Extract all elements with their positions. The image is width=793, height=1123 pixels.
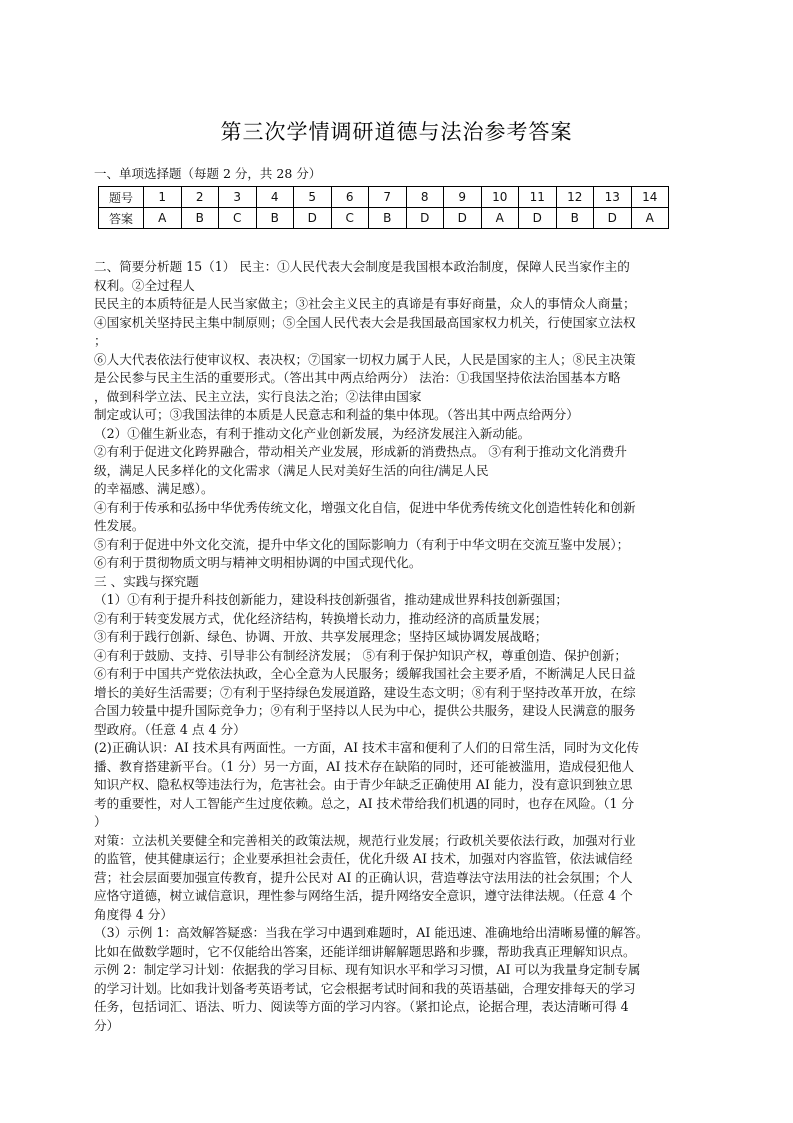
question-number-cell: 2 bbox=[181, 187, 219, 208]
text-line: 考的重要性，对人工智能产生过度依赖。总之，AI 技术带给我们机遇的同时，也存在风险。（1 分 bbox=[94, 795, 635, 811]
answer-cell: D bbox=[406, 208, 444, 229]
answer-table bbox=[98, 186, 669, 229]
row-label-number: 题号 bbox=[99, 187, 144, 208]
text-line: 民民主的本质特征是人民当家做主；③社会主义民主的真谛是有事好商量，众人的事情众人商量； bbox=[94, 296, 636, 311]
section-1-heading: 一、单项选择题（每题 2 分，共 28 分） bbox=[94, 166, 322, 181]
question-number-cell: 8 bbox=[406, 187, 444, 208]
text-line: 分） bbox=[94, 1017, 120, 1033]
text-line: 三 、实践与探究题 bbox=[94, 573, 199, 589]
answer-cell: D bbox=[444, 208, 482, 229]
answer-cell: D bbox=[294, 208, 332, 229]
row-label-answer: 答案 bbox=[99, 208, 144, 229]
text-line: 的监管，使其健康运行；企业要承担社会责任，优化升级 AI 技术，加强对内容监管，依法诚信经 bbox=[94, 851, 633, 866]
text-line: 知识产权、隐私权等违法行为，危害社会。由于青少年缺乏正确使用 AI 能力，没有意识到独立思 bbox=[94, 777, 633, 792]
text-line: 型政府。（任意 4 点 4 分） bbox=[94, 721, 246, 737]
text-line: 应恪守道德，树立诚信意识，理性参与网络生活，提升网络安全意识，遵守法律法规。（任意 4 个 bbox=[94, 888, 633, 903]
question-number-cell: 7 bbox=[369, 187, 407, 208]
document-title: 第三次学情调研道德与法治参考答案 bbox=[220, 120, 573, 144]
answer-cell: A bbox=[481, 208, 519, 229]
text-line: 制定或认可；③我国法律的本质是人民意志和利益的集中体现。（答出其中两点给两分） bbox=[94, 407, 579, 422]
text-line: 对策：立法机关要健全和完善相关的政策法规，规范行业发展；行政机关要依法行政，加强对行业 bbox=[94, 832, 636, 848]
answer-cell: A bbox=[631, 208, 669, 229]
text-line: ） bbox=[94, 814, 107, 829]
text-line: 示例 2：制定学习计划：依据我的学习目标、现有知识水平和学习习惯，AI 可以为我量身定制专属 bbox=[94, 962, 641, 977]
question-number-cell: 3 bbox=[219, 187, 257, 208]
text-line: ③有利于践行创新、绿色、协调、开放、共享发展理念；坚持区域协调发展战略； bbox=[94, 629, 548, 644]
text-line: 合国力较量中提升国际竞争力；⑨有利于坚持以人民为中心，提供公共服务，建设人民满意的服务 bbox=[94, 703, 636, 718]
question-number-cell: 14 bbox=[631, 187, 669, 208]
text-line: 角度得 4 分） bbox=[94, 906, 173, 922]
text-line: 二、简要分析题 15（1） 民主：①人民代表大会制度是我国根本政治制度，保障人民当家作主的 bbox=[94, 259, 630, 274]
text-line: 的学习计划。比如我计划备考英语考试，它会根据考试时间和我的英语基础，合理安排每天的学习 bbox=[94, 980, 636, 996]
answer-cell: D bbox=[594, 208, 632, 229]
text-line: ②有利于转变发展方式，优化经济结构，转换增长动力，推动经济的高质量发展； bbox=[94, 610, 548, 626]
answer-cell: C bbox=[219, 208, 257, 229]
text-line: ②有利于促进文化跨界融合，带动相关产业发展，形成新的消费热点。 ③有利于推动文化消费升 bbox=[94, 444, 627, 459]
text-line: 性发展。 bbox=[94, 518, 145, 533]
text-line: 比如在做数学题时，它不仅能给出答案，还能详细讲解解题思路和步骤，帮助我真正理解知识点。 bbox=[94, 943, 636, 959]
question-number-cell: 11 bbox=[519, 187, 557, 208]
text-line: ； bbox=[94, 333, 107, 348]
question-number-cell: 13 bbox=[594, 187, 632, 208]
question-number-cell: 5 bbox=[294, 187, 332, 208]
text-line: ④有利于传承和弘扬中华优秀传统文化，增强文化自信，促进中华优秀传统文化创造性转化和创新 bbox=[94, 499, 636, 515]
text-line: ，做到科学立法、民主立法，实行良法之治；②法律由国家 bbox=[94, 388, 422, 404]
text-line: ④有利于鼓励、支持、引导非公有制经济发展； ⑤有利于保护知识产权，尊重创造、保护创新； bbox=[94, 647, 627, 663]
answer-cell: D bbox=[519, 208, 557, 229]
text-line: 任务，包括词汇、语法、听力、阅读等方面的学习内容。（紧扣论点，论据合理，表达清晰可得 4 bbox=[94, 999, 629, 1014]
text-line: 级，满足人民多样化的文化需求（满足人民对美好生活的向往/满足人民 bbox=[94, 462, 489, 478]
text-line: （3）示例 1：高效解答疑惑：当我在学习中遇到难题时，AI 能迅速、准确地给出清晰易懂的解答。 bbox=[94, 925, 649, 940]
text-line: 增长的美好生活需要；⑦有利于坚持绿色发展道路，建设生态文明；⑧有利于坚持改革开放，在综 bbox=[94, 684, 636, 700]
text-line: (2)正确认识：AI 技术具有两面性。一方面，AI 技术丰富和便利了人们的日常生活，同时为文化传 bbox=[94, 740, 640, 755]
text-line: ⑥有利于中国共产党依法执政，全心全意为人民服务；缓解我国社会主要矛盾，不断满足人民日益 bbox=[94, 666, 636, 681]
text-line: （1）①有利于提升科技创新能力，建设科技创新强省，推动建成世界科技创新强国； bbox=[94, 592, 568, 607]
question-number-cell: 1 bbox=[144, 187, 182, 208]
answer-body bbox=[94, 258, 704, 1035]
answer-cell: B bbox=[369, 208, 407, 229]
text-line: （2）①催生新业态，有利于推动文化产业创新发展，为经济发展注入新动能。 bbox=[94, 425, 531, 441]
answer-row bbox=[99, 208, 669, 229]
answer-cell: B bbox=[556, 208, 594, 229]
text-line: ⑤有利于促进中外文化交流，提升中华文化的国际影响力（有利于中华文明在交流互鉴中发展）； bbox=[94, 536, 630, 552]
text-line: 权利。②全过程人 bbox=[94, 277, 195, 293]
question-number-row bbox=[99, 187, 669, 208]
question-number-cell: 4 bbox=[256, 187, 294, 208]
text-line: ⑥人大代表依法行使审议权、表决权；⑦国家一切权力属于人民，人民是国家的主人；⑧民主决策 bbox=[94, 351, 636, 367]
text-line: 是公民参与民主生活的重要形式。（答出其中两点给两分） 法治：①我国坚持依法治国基本方略 bbox=[94, 370, 621, 385]
question-number-cell: 6 bbox=[331, 187, 369, 208]
question-number-cell: 10 bbox=[481, 187, 519, 208]
text-line: ⑥有利于贯彻物质文明与精神文明相协调的中国式现代化。 bbox=[94, 555, 422, 570]
answer-cell: B bbox=[256, 208, 294, 229]
question-number-cell: 12 bbox=[556, 187, 594, 208]
answer-cell: B bbox=[181, 208, 219, 229]
text-line: ④国家机关坚持民主集中制原则；⑤全国人民代表大会是我国最高国家权力机关，行使国家立法权 bbox=[94, 314, 636, 330]
answer-cell: C bbox=[331, 208, 369, 229]
text-line: 的幸福感、满足感）。 bbox=[94, 481, 214, 496]
text-line: 营；社会层面要加强宣传教育，提升公民对 AI 的正确认识，营造尊法守法用法的社会氛围；个人 bbox=[94, 869, 633, 885]
text-line: 播、教育搭建新平台。（1 分）另一方面，AI 技术存在缺陷的同时，还可能被滥用，造成侵犯他人 bbox=[94, 758, 635, 774]
answer-cell: A bbox=[144, 208, 182, 229]
question-number-cell: 9 bbox=[444, 187, 482, 208]
